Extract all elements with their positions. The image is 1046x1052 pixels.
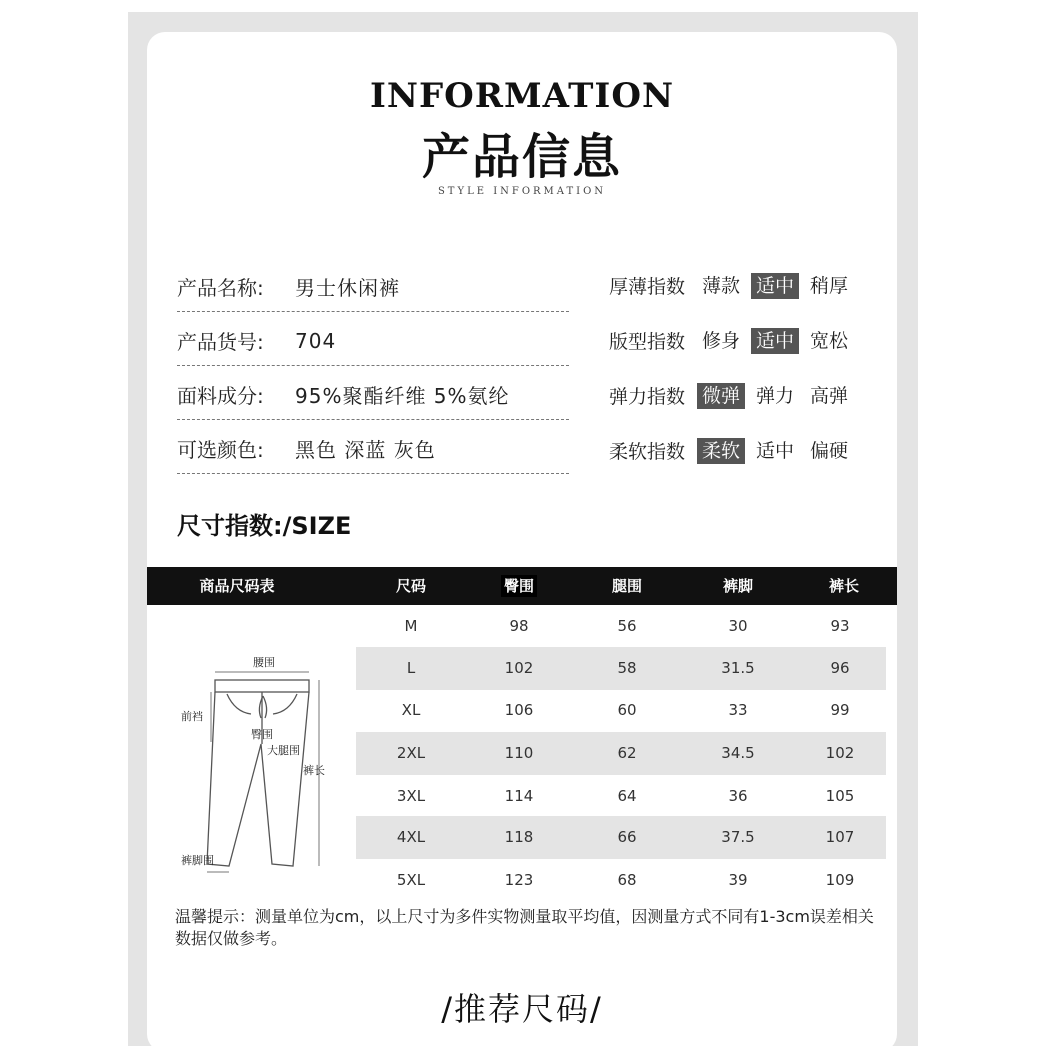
label-length: 裤长 [303,764,325,777]
title-english: INFORMATION [369,76,675,116]
index-name: 弹力指数 [609,386,686,408]
table-cell: 30 [728,617,748,635]
table-cell: 96 [830,659,850,677]
table-cell: 4XL [396,828,426,846]
size-section-title: 尺寸指数:/SIZE [177,512,352,540]
index-option: 薄款 [702,274,741,297]
table-cell: XL [401,701,421,719]
table-cell: 56 [617,617,637,635]
header-cell: 尺码 [395,577,426,595]
info-card [147,32,897,1052]
table-cell: 60 [617,701,637,719]
table-cell: 2XL [396,744,426,762]
index-name: 厚薄指数 [609,276,686,298]
header-cell: 裤脚 [722,577,753,595]
table-row [356,689,886,732]
info-value: 704 [295,328,337,353]
info-label: 产品名称: [177,276,264,300]
index-option: 宽松 [810,329,849,352]
index-list [609,258,889,478]
table-row [356,859,886,902]
info-value: 95%聚酯纤维 5%氨纶 [295,384,510,408]
info-row-fabric [177,366,569,420]
index-row [609,368,889,423]
table-cell: 93 [830,617,850,635]
index-row [609,423,889,478]
index-option-selected: 适中 [751,273,799,299]
header-cell: 商品尺码表 [199,577,275,595]
table-cell: 36 [728,787,748,805]
info-value: 男士休闲裤 [295,276,400,300]
index-option: 弹力 [756,384,795,407]
label-thigh: 大腿围 [267,744,300,757]
index-option-selected: 柔软 [697,438,745,464]
table-row [356,775,886,818]
index-row [609,313,889,368]
table-cell: 33 [728,701,748,719]
table-cell: 68 [617,871,637,889]
table-cell: 5XL [396,871,426,889]
index-option: 稍厚 [810,274,849,297]
table-cell: 107 [825,828,855,846]
table-cell: 109 [825,871,855,889]
label-hip: 臀围 [251,728,273,741]
info-label: 产品货号: [177,330,264,354]
pants-diagram [177,632,327,882]
table-cell: 34.5 [721,744,755,762]
info-value: 黑色 深蓝 灰色 [295,438,436,462]
table-cell: 105 [825,787,855,805]
table-cell: 31.5 [721,659,755,677]
table-cell: 118 [504,828,534,846]
table-cell: 66 [617,828,637,846]
table-cell: M [404,617,418,635]
product-info-list [177,258,569,474]
info-label: 可选颜色: [177,438,264,462]
label-front-rise: 前裆 [181,710,203,723]
header-cell: 腿围 [611,577,642,595]
table-cell: 99 [830,701,850,719]
header-cell [466,567,572,605]
table-cell: 98 [509,617,529,635]
recommend-title: /推荐尺码/ [441,990,603,1028]
label-waist: 腰围 [253,656,275,669]
index-name: 版型指数 [609,331,686,353]
table-row [356,647,886,690]
table-cell: 102 [504,659,534,677]
index-option: 高弹 [810,384,849,407]
index-name: 柔软指数 [609,441,686,463]
table-cell: 39 [728,871,748,889]
table-row [356,605,886,648]
table-cell: 3XL [396,787,426,805]
table-cell: 123 [504,871,534,889]
table-cell: 106 [504,701,534,719]
table-cell: L [406,659,416,677]
info-label: 面料成分: [177,384,264,408]
label-hem: 裤脚围 [181,854,214,867]
subtitle: STYLE INFORMATION [437,186,607,197]
info-row-sku [177,312,569,366]
table-row [356,732,886,775]
index-option-selected: 微弹 [697,383,745,409]
header-cell-text: 臀围 [501,575,537,597]
table-cell: 110 [504,744,534,762]
index-option: 修身 [702,329,741,352]
table-cell: 102 [825,744,855,762]
index-option: 适中 [756,439,795,462]
table-cell: 37.5 [721,828,755,846]
pants-outline-icon [177,632,327,882]
header-cell: 裤长 [828,577,859,595]
size-note: 温馨提示：测量单位为cm，以上尺寸为多件实物测量取平均值，因测量方式不同有1-3cm误差相关数据仅做参考。 [175,907,874,948]
size-table-header [147,567,897,605]
index-option: 偏硬 [810,439,849,462]
table-cell: 62 [617,744,637,762]
info-row-name [177,258,569,312]
title-chinese: 产品信息 [421,129,622,185]
info-row-colors [177,420,569,474]
table-cell: 64 [617,787,637,805]
index-row [609,258,889,313]
table-row [356,816,886,859]
table-cell: 114 [504,787,534,805]
index-option-selected: 适中 [751,328,799,354]
table-cell: 58 [617,659,637,677]
